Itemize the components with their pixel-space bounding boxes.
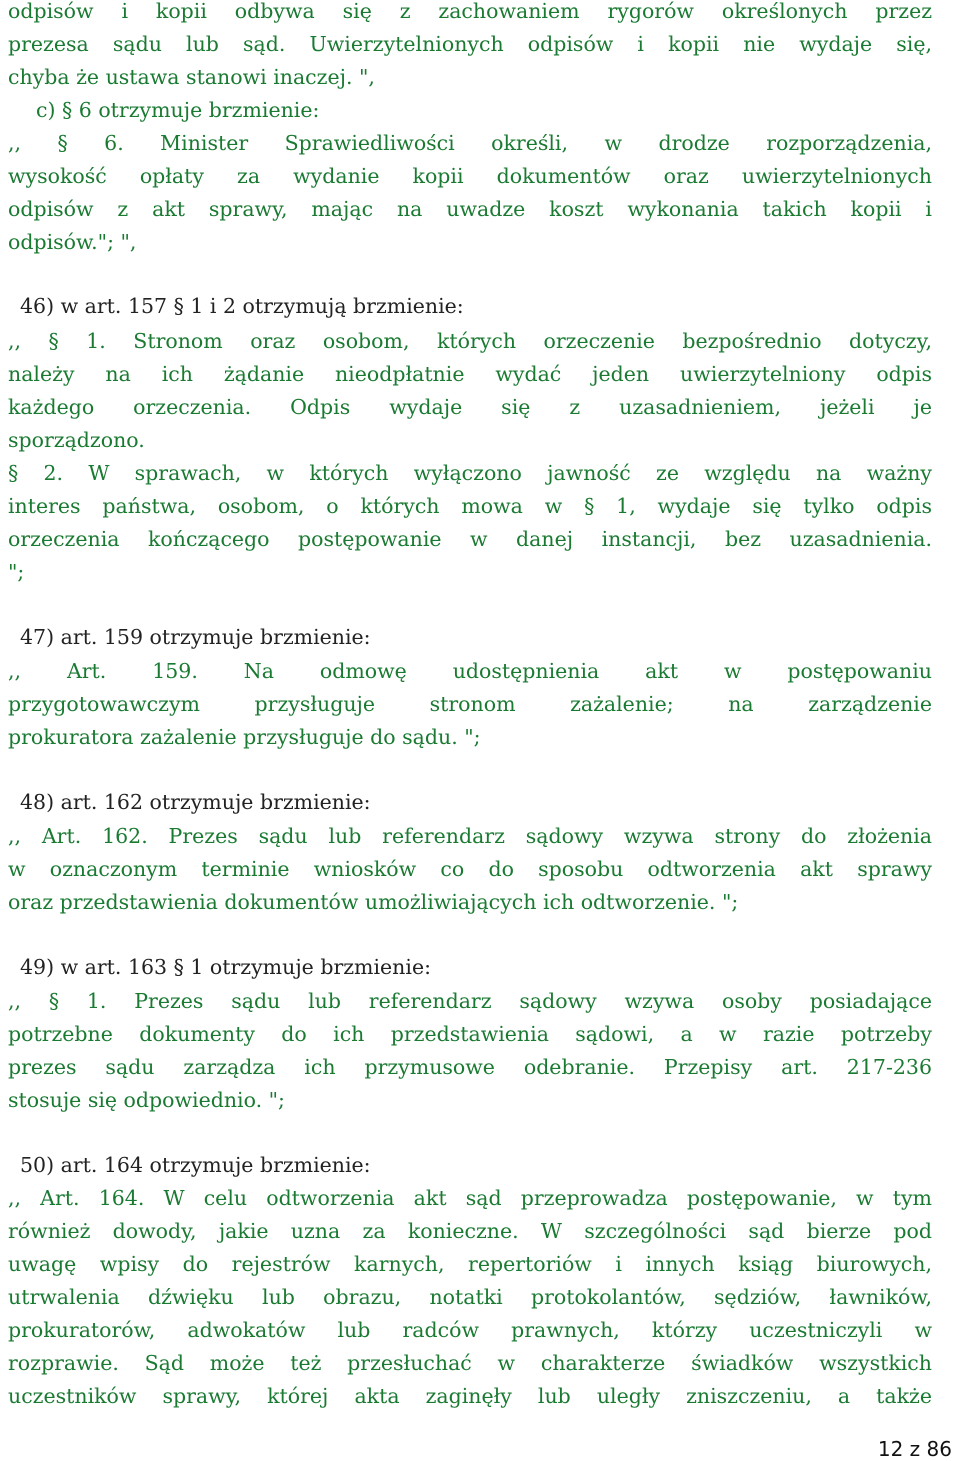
- text-line: c) § 6 otrzymuje brzmienie:: [36, 98, 320, 122]
- amendment-heading: 48) art. 162 otrzymuje brzmienie:: [20, 790, 371, 814]
- text-line: odpisów."; ",: [8, 230, 137, 254]
- text-line: potrzebne dokumenty do ich przedstawienia sądowi, a w razie potrzeby: [8, 1022, 932, 1046]
- text-line: rozprawie. Sąd może też przesłuchać w charakterze świadków wszystkich: [8, 1351, 932, 1375]
- text-line: prokuratorów, adwokatów lub radców prawnych, którzy uczestniczyli w: [8, 1318, 932, 1342]
- text-line: ";: [8, 560, 25, 584]
- text-line: ,, § 6. Minister Sprawiedliwości określi, w drodze rozporządzenia,: [8, 131, 932, 155]
- text-line: orzeczenia kończącego postępowanie w danej instancji, bez uzasadnienia.: [8, 527, 932, 551]
- text-line: odpisów i kopii odbywa się z zachowaniem rygorów określonych przez: [8, 0, 932, 23]
- amendment-heading: 49) w art. 163 § 1 otrzymuje brzmienie:: [20, 955, 431, 979]
- page-number: 12 z 86: [877, 1437, 952, 1461]
- text-line: oraz przedstawienia dokumentów umożliwiających ich odtworzenie. ";: [8, 890, 739, 914]
- text-line: ,, Art. 162. Prezes sądu lub referendarz sądowy wzywa strony do złożenia: [8, 824, 932, 848]
- text-line: § 2. W sprawach, w których wyłączono jawność ze względu na ważny: [8, 461, 932, 485]
- amendment-heading: 47) art. 159 otrzymuje brzmienie:: [20, 625, 371, 649]
- text-line: ,, Art. 159. Na odmowę udostępnienia akt w postępowaniu: [8, 659, 932, 683]
- text-line: interes państwa, osobom, o których mowa w § 1, wydaje się tylko odpis: [8, 494, 932, 518]
- text-line: stosuje się odpowiednio. ";: [8, 1088, 285, 1112]
- text-line: również dowody, jakie uzna za konieczne. W szczególności sąd bierze pod: [8, 1219, 932, 1243]
- text-line: przygotowawczym przysługuje stronom zażalenie; na zarządzenie: [8, 692, 932, 716]
- text-line: uczestników sprawy, której akta zaginęły lub uległy zniszczeniu, a także: [8, 1384, 932, 1408]
- text-line: ,, § 1. Stronom oraz osobom, których orzeczenie bezpośrednio dotyczy,: [8, 329, 932, 353]
- text-line: każdego orzeczenia. Odpis wydaje się z uzasadnieniem, jeżeli je: [8, 395, 932, 419]
- text-line: należy na ich żądanie nieodpłatnie wydać jeden uwierzytelniony odpis: [8, 362, 932, 386]
- text-line: prezes sądu zarządza ich przymusowe odebranie. Przepisy art. 217-236: [8, 1055, 932, 1079]
- text-line: ,, § 1. Prezes sądu lub referendarz sądowy wzywa osoby posiadające: [8, 989, 932, 1013]
- text-line: sporządzono.: [8, 428, 145, 452]
- text-line: prezesa sądu lub sąd. Uwierzytelnionych odpisów i kopii nie wydaje się,: [8, 32, 932, 56]
- text-line: wysokość opłaty za wydanie kopii dokumentów oraz uwierzytelnionych: [8, 164, 932, 188]
- amendment-heading: 50) art. 164 otrzymuje brzmienie:: [20, 1153, 371, 1177]
- amendment-heading: 46) w art. 157 § 1 i 2 otrzymują brzmienie:: [20, 294, 464, 318]
- text-line: utrwalenia dźwięku lub obrazu, notatki protokolantów, sędziów, ławników,: [8, 1285, 932, 1309]
- text-line: ,, Art. 164. W celu odtworzenia akt sąd przeprowadza postępowanie, w tym: [8, 1186, 932, 1210]
- text-line: uwagę wpisy do rejestrów karnych, repertoriów i innych ksiąg biurowych,: [8, 1252, 932, 1276]
- text-line: prokuratora zażalenie przysługuje do sądu. ";: [8, 725, 481, 749]
- text-line: chyba że ustawa stanowi inaczej. ",: [8, 65, 375, 89]
- text-line: w oznaczonym terminie wniosków co do sposobu odtworzenia akt sprawy: [8, 857, 932, 881]
- text-line: odpisów z akt sprawy, mając na uwadze koszt wykonania takich kopii i: [8, 197, 932, 221]
